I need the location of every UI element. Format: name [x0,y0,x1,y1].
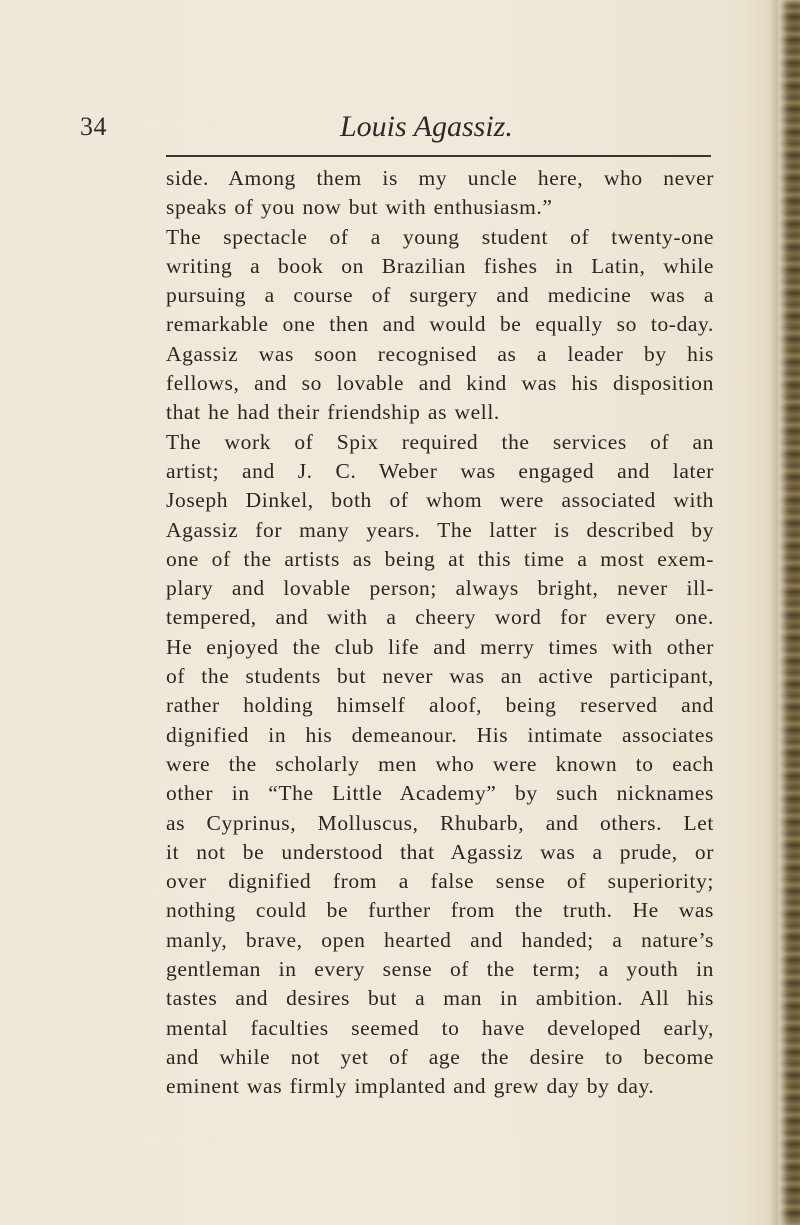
text-line: as Cyprinus, Molluscus, Rhubarb, and others. Let [166,810,714,835]
page-edge [778,0,800,1225]
page-header [80,112,720,152]
text-line: Joseph Dinkel, both of whom were associated with [166,488,714,513]
text-line: that he had their friendship as well. [166,400,500,425]
text-line: fellows, and so lovable and kind was his disposition [166,371,714,396]
text-line: Agassiz for many years. The latter is described by [166,517,714,542]
body-text [166,164,714,1102]
text-line: one of the artists as being at this time a most exem- [166,546,714,571]
text-line: artist; and J. C. Weber was engaged and later [166,458,714,483]
text-line: gentleman in every sense of the term; a youth in [166,957,714,982]
text-line: nothing could be further from the truth. He was [166,898,714,923]
text-line: other in “The Little Academy” by such nicknames [166,781,714,806]
text-line: dignified in his demeanour. His intimate associates [166,722,714,747]
text-line: it not be understood that Agassiz was a prude, or [166,839,714,864]
text-line: writing a book on Brazilian fishes in Latin, while [166,253,714,278]
text-line: He enjoyed the club life and merry times with other [166,634,714,659]
text-line: The spectacle of a young student of twenty-one [166,224,714,249]
header-rule [166,155,711,157]
text-line: over dignified from a false sense of superiority; [166,869,714,894]
text-line: side. Among them is my uncle here, who never [166,166,714,190]
text-line: manly, brave, open hearted and handed; a nature’s [166,927,714,952]
text-line: Agassiz was soon recognised as a leader by his [166,341,714,366]
text-line: and while not yet of age the desire to become [166,1044,714,1069]
text-line: plary and lovable person; always bright, never ill- [166,576,714,601]
text-line: tempered, and with a cheery word for every one. [166,605,714,630]
text-line: remarkable one then and would be equally so to-day. [166,312,714,337]
text-line: rather holding himself aloof, being reserved and [166,693,714,718]
text-line: mental faculties seemed to have developed early, [166,1015,714,1040]
running-head: Louis Agassiz. [340,110,513,143]
text-line: were the scholarly men who were known to each [166,751,714,776]
text-line: of the students but never was an active participant, [166,664,714,689]
text-line: pursuing a course of surgery and medicine was a [166,283,714,308]
text-line: speaks of you now but with enthusiasm.” [166,195,553,220]
page-number: 34 [80,112,107,141]
text-line: tastes and desires but a man in ambition. All his [166,986,714,1011]
text-line: The work of Spix required the services of an [166,429,714,454]
text-line: eminent was firmly implanted and grew day by day. [166,1074,655,1099]
page-edge-shadow [768,0,778,1225]
